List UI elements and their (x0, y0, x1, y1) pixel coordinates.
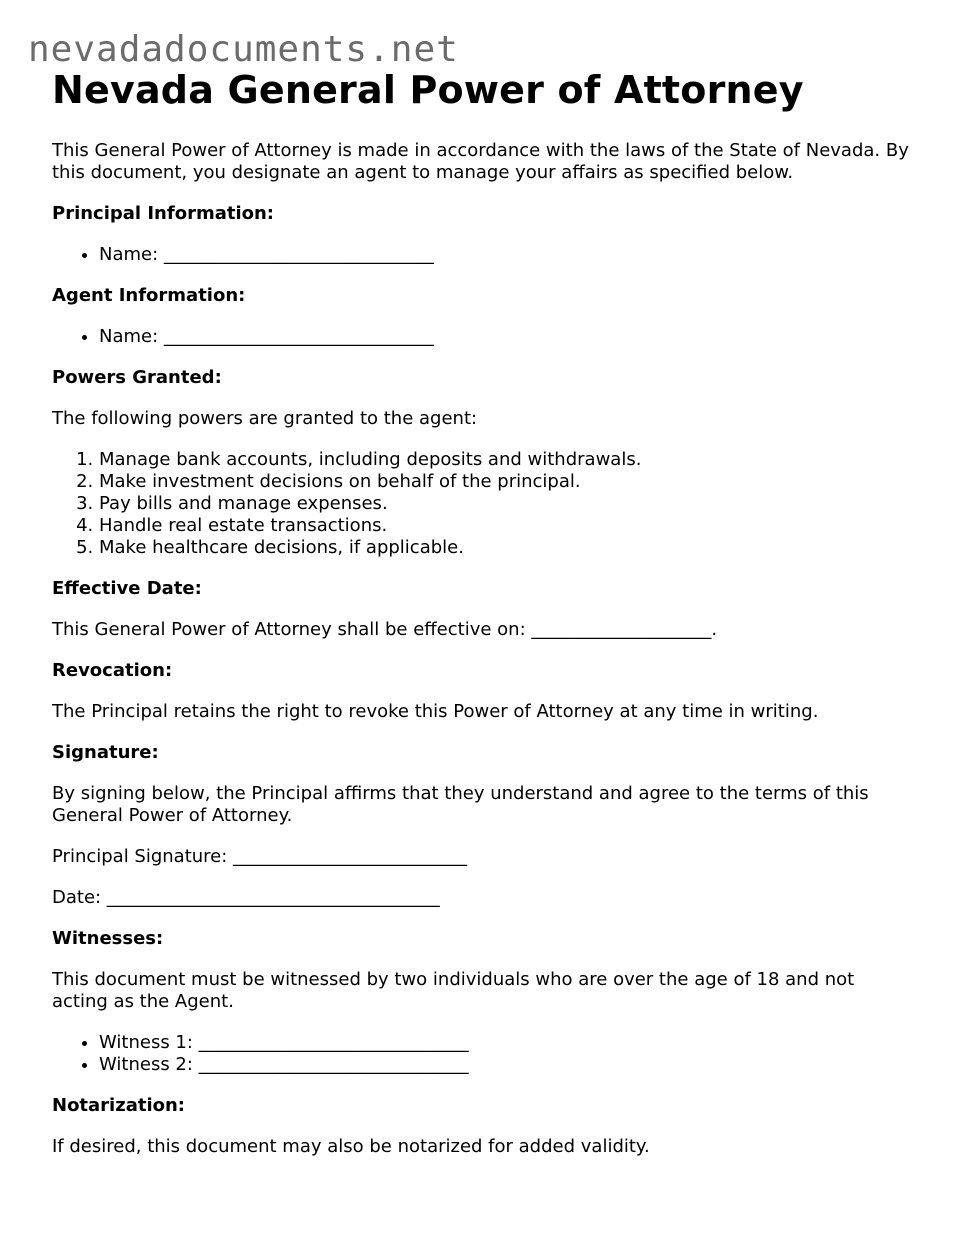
power-item: 5. Make healthcare decisions, if applicable. (99, 537, 912, 559)
signature-heading: Signature: (52, 742, 159, 763)
notarization-heading: Notarization: (52, 1095, 186, 1116)
powers-heading: Powers Granted: (52, 367, 222, 388)
power-item: 2. Make investment decisions on behalf of the principal. (99, 471, 912, 493)
agent-heading: Agent Information: (52, 285, 246, 306)
document-title: Nevada General Power of Attorney (52, 68, 804, 112)
powers-list (52, 449, 912, 559)
watermark-text: nevadadocuments.net (28, 29, 459, 70)
witnesses-text: This document must be witnessed by two individuals who are over the age of 18 and not acting as the Agent. (52, 969, 855, 1012)
principal-name-field: • Name: ______________________________ (99, 244, 912, 266)
witness-field: • Witness 1: ______________________________ (99, 1032, 912, 1054)
signature-date-field: Date: _____________________________________ (52, 887, 440, 908)
power-item: 1. Manage bank accounts, including deposits and withdrawals. (99, 449, 912, 471)
effective-date-text: This General Power of Attorney shall be effective on: ____________________. (52, 619, 718, 640)
document-body (52, 66, 912, 1177)
witnesses-list (52, 1032, 912, 1076)
intro-paragraph: This General Power of Attorney is made in accordance with the laws of the State of Nevada. By this document, you designate an agent to manage your affairs as specified below. (52, 140, 909, 183)
power-item: 4. Handle real estate transactions. (99, 515, 912, 537)
principal-list (52, 244, 912, 266)
witnesses-heading: Witnesses: (52, 928, 164, 949)
powers-intro: The following powers are granted to the agent: (52, 408, 478, 429)
principal-heading: Principal Information: (52, 203, 275, 224)
principal-signature-field: Principal Signature: __________________________ (52, 846, 468, 867)
revocation-text: The Principal retains the right to revoke this Power of Attorney at any time in writing. (52, 701, 819, 722)
notarization-text: If desired, this document may also be notarized for added validity. (52, 1136, 650, 1157)
witness-field: • Witness 2: ______________________________ (99, 1054, 912, 1076)
signature-text: By signing below, the Principal affirms that they understand and agree to the terms of this General Power of Attorney. (52, 783, 869, 826)
agent-list (52, 326, 912, 348)
effective-date-heading: Effective Date: (52, 578, 202, 599)
power-item: 3. Pay bills and manage expenses. (99, 493, 912, 515)
revocation-heading: Revocation: (52, 660, 173, 681)
agent-name-field: • Name: ______________________________ (99, 326, 912, 348)
